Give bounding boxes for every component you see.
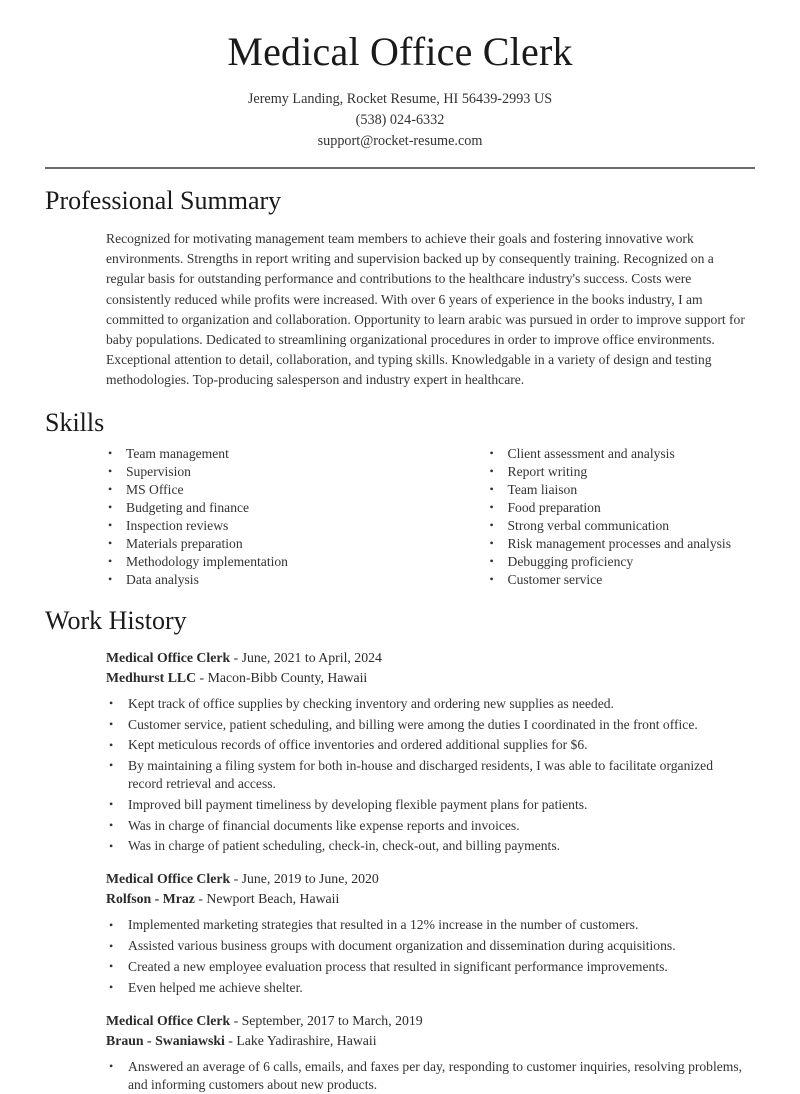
job-title-line — [106, 1011, 755, 1031]
job-company: Medhurst LLC — [106, 669, 197, 685]
professional-summary-body — [45, 229, 755, 391]
job-title-line — [106, 648, 755, 668]
job-company-line — [106, 1031, 755, 1051]
job-separator: - — [230, 1012, 242, 1028]
section-skills — [45, 409, 755, 590]
job-role: Medical Office Clerk — [106, 1012, 231, 1028]
job-bullet-list — [106, 695, 755, 856]
job-company: Rolfson - Mraz — [106, 891, 195, 907]
skill-item: • Methodology implementation — [106, 553, 431, 571]
skill-item: • Materials preparation — [106, 535, 431, 553]
job-bullet-list — [106, 1058, 755, 1094]
job-separator: - — [224, 1032, 237, 1048]
job-bullet-item: • Improved bill payment timeliness by developing flexible payment plans for patients. — [106, 796, 749, 814]
page-title: Medical Office Clerk — [227, 29, 573, 74]
work-history-entry — [45, 648, 755, 856]
job-bullet-item: • Created a new employee evaluation process that resulted in significant performance improvements. — [106, 958, 749, 976]
section-work-history — [45, 607, 755, 1094]
skills-column-right — [431, 445, 756, 589]
skill-item: • MS Office — [106, 481, 431, 499]
job-dates: June, 2019 to June, 2020 — [241, 871, 379, 887]
skill-item: • Team liaison — [488, 481, 756, 499]
job-title-line — [106, 869, 755, 889]
job-bullet-item: • Even helped me achieve shelter. — [106, 979, 749, 997]
skills-column-left — [106, 445, 431, 589]
job-company: Braun - Swaniawski — [106, 1032, 225, 1048]
job-location: Lake Yadirashire, Hawaii — [236, 1032, 377, 1048]
contact-phone: (538) 024-6332 — [355, 111, 445, 128]
job-location: Newport Beach, Hawaii — [206, 891, 340, 907]
job-bullet-item: • Was in charge of patient scheduling, check-in, check-out, and billing payments. — [106, 837, 749, 855]
skill-item: • Team management — [106, 445, 431, 463]
contact-address: Jeremy Landing, Rocket Resume, HI 56439-2993 US — [247, 90, 553, 107]
job-role: Medical Office Clerk — [106, 871, 231, 887]
job-bullet-item: • Kept meticulous records of office inventories and ordered additional supplies for $6. — [106, 736, 749, 754]
work-history-body — [45, 648, 755, 1094]
work-history-entry — [45, 869, 755, 996]
job-separator: - — [196, 669, 208, 685]
skill-item: • Debugging proficiency — [488, 553, 756, 571]
job-bullet-item: • By maintaining a filing system for both in-house and discharged residents, I was able to facilitate organized record retrieval and access. — [106, 757, 749, 793]
job-location: Macon-Bibb County, Hawaii — [207, 669, 368, 685]
skill-item: • Data analysis — [106, 571, 431, 589]
job-bullet-item: • Answered an average of 6 calls, emails, and faxes per day, responding to customer inquiries, resolving problems, and informing customers about new products. — [106, 1058, 749, 1094]
job-dates: September, 2017 to March, 2019 — [241, 1012, 423, 1028]
job-separator: - — [230, 871, 242, 887]
section-title-professional-summary: Professional Summary — [45, 185, 282, 215]
job-dates: June, 2021 to April, 2024 — [241, 649, 382, 665]
skill-item: • Report writing — [488, 463, 756, 481]
job-bullet-list — [106, 916, 755, 996]
job-role: Medical Office Clerk — [106, 649, 231, 665]
job-separator: - — [194, 891, 207, 907]
section-professional-summary — [45, 187, 755, 391]
job-bullet-item: • Customer service, patient scheduling, and billing were among the duties I coordinated in the front office. — [106, 716, 749, 734]
skill-item: • Client assessment and analysis — [488, 445, 756, 463]
skill-item: • Food preparation — [488, 499, 756, 517]
job-bullet-item: • Implemented marketing strategies that resulted in a 12% increase in the number of customers. — [106, 916, 749, 934]
skills-list-right — [488, 445, 756, 589]
resume-header — [45, 0, 755, 152]
skill-item: • Supervision — [106, 463, 431, 481]
job-separator: - — [230, 649, 242, 665]
skill-item: • Inspection reviews — [106, 517, 431, 535]
job-company-line — [106, 668, 755, 688]
job-bullet-item: • Kept track of office supplies by checking inventory and ordering new supplies as needed. — [106, 695, 749, 713]
contact-email: support@rocket-resume.com — [317, 132, 483, 149]
section-title-work-history: Work History — [45, 606, 187, 636]
skills-list-left — [106, 445, 431, 589]
skill-item: • Budgeting and finance — [106, 499, 431, 517]
header-divider — [45, 167, 755, 169]
skill-item: • Customer service — [488, 571, 756, 589]
skill-item: • Strong verbal communication — [488, 517, 756, 535]
professional-summary-text: Recognized for motivating management team members to achieve their goals and fostering innovative work environments. Strengths in report writing and supervision backed up by consequently training. Recognized on a regular basis for outstanding performance and contributions to the healthcare industry's success. Costs were consistently reduced while profits were increased. With over 6 years of experience in the books industry, I am committed to organization and collaboration. Opportunity to learn arabic was pursued in order to improve support for baby populations. Dedicated to streamlining organizational procedures in order to improve office environments. Exceptional attention to detail, collaboration, and typing skills. Knowledgable in a variety of design and testing methodologies. Top-producing salesperson and industry expert in healthcare. — [106, 230, 745, 388]
job-bullet-item: • Assisted various business groups with document organization and dissemination during acquisitions. — [106, 937, 749, 955]
skills-body — [45, 445, 755, 589]
work-history-entry — [45, 1011, 755, 1094]
section-title-skills: Skills — [45, 407, 105, 437]
job-bullet-item: • Was in charge of financial documents like expense reports and invoices. — [106, 817, 749, 835]
job-company-line — [106, 889, 755, 909]
skill-item: • Risk management processes and analysis — [488, 535, 756, 553]
